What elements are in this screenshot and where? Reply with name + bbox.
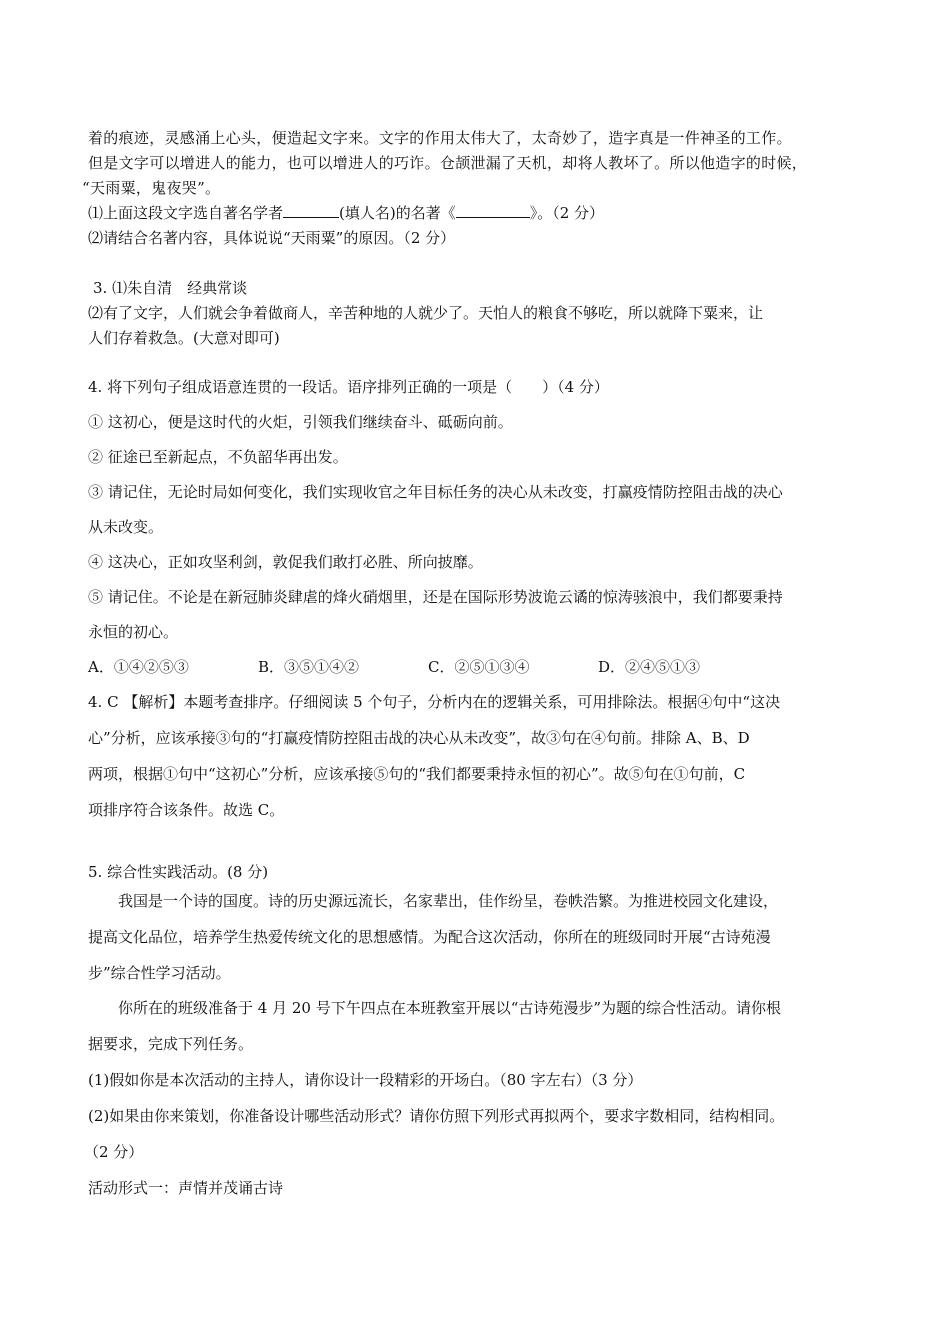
option-a[interactable]: A．①④②⑤③	[88, 658, 189, 676]
option-d[interactable]: D．②④⑤①③	[598, 658, 701, 676]
option-b[interactable]: B．③⑤①④②	[258, 658, 360, 676]
q3-answer-1: 3. ⑴朱自清 经典常谈	[93, 279, 248, 297]
q5-para1-c: 步”综合性学习活动。	[88, 964, 231, 982]
q3-answer-2: ⑵有了文字，人们就会争着做商人，辛苦种地的人就少了。天怕人的粮食不够吃，所以就降下粟来，让	[88, 304, 764, 322]
q4-answer-1: 4. C 【解析】本题考查排序。仔细阅读 5 个句子，分析内在的逻辑关系，可用排除法。根据④句中“这决	[88, 693, 781, 711]
q4-sentence-3a: ③ 请记住，无论时局如何变化，我们实现收官之年目标任务的决心从未改变，打赢疫情防控阻击战的决心	[88, 483, 783, 501]
passage-line-3: “天雨粟，鬼夜哭”。	[82, 179, 221, 197]
q4-sentence-4: ④ 这决心，正如攻坚利剑，敦促我们敢打必胜、所向披靡。	[88, 553, 483, 571]
passage-line-1: 着的痕迹，灵感涌上心头，便造起文字来。文字的作用太伟大了，太奇妙了，造字真是一件神圣的工作。	[88, 129, 792, 147]
q4-answer-4: 项排序符合该条件。故选 C。	[88, 801, 285, 819]
q4-sentence-1: ① 这初心，便是这时代的火炬，引领我们继续奋斗、砥砺向前。	[88, 413, 513, 431]
q5-para1-a: 我国是一个诗的国度。诗的历史源远流长，名家辈出，佳作纷呈，卷帙浩繁。为推进校园文化建设，	[118, 892, 779, 910]
q4-answer-3: 两项，根据①句中“这初心”分析，应该承接⑤句的“我们都要秉持永恒的初心”。故⑤句在①句前，C	[88, 765, 746, 783]
q5-para2-b: 据要求，完成下列任务。	[88, 1035, 254, 1053]
q4-stem: 4. 将下列句子组成语意连贯的一段话。语序排列正确的一项是（ ）（4 分）	[88, 378, 609, 396]
q4-sentence-5b: 永恒的初心。	[88, 623, 179, 641]
blank-author[interactable]	[283, 203, 339, 218]
passage-line-2: 但是文字可以增进人的能力，也可以增进人的巧诈。仓颉泄漏了天机，却将人教坏了。所以他造字的时候，	[88, 154, 808, 172]
q4-answer-2: 心”分析，应该承接③句的“打赢疫情防控阻击战的决心从未改变”，故③句在④句前。排除 A、B、D	[88, 729, 750, 747]
q5-stem: 5. 综合性实践活动。(8 分)	[88, 863, 269, 881]
q5-sub1: (1)假如你是本次活动的主持人，请你设计一段精彩的开场白。（80 字左右）（3 分）	[88, 1071, 643, 1089]
q5-para2-a: 你所在的班级准备于 4 月 20 号下午四点在本班教室开展以“古诗苑漫步”为题的综合性活动。请你根	[118, 999, 782, 1017]
blank-book-title[interactable]	[456, 203, 530, 218]
q4-sentence-3b: 从未改变。	[88, 518, 164, 536]
q5-sub2-a: (2)如果由你来策划，你准备设计哪些活动形式？请你仿照下列形式再拟两个，要求字数相同，结构相同。	[88, 1107, 785, 1125]
option-c[interactable]: C．②⑤①③④	[428, 658, 530, 676]
q5-para1-b: 提高文化品位，培养学生热爱传统文化的思想感情。为配合这次活动，你所在的班级同时开展“古诗苑漫	[88, 928, 771, 946]
q4-sentence-5a: ⑤ 请记住。不论是在新冠肺炎肆虐的烽火硝烟里，还是在国际形势波诡云谲的惊涛骇浪中，我们都要秉持	[88, 588, 783, 606]
q3-answer-3: 人们存着救急。(大意对即可)	[88, 329, 280, 347]
q3-sub2: ⑵请结合名著内容，具体说说“天雨粟”的原因。（2 分）	[88, 229, 456, 247]
q3-sub1: ⑴上面这段文字选自著名学者 (填人名)的名著《 》。（2 分）	[88, 204, 605, 222]
q4-sentence-2: ② 征途已至新起点，不负韶华再出发。	[88, 448, 348, 466]
q4-options	[88, 657, 768, 677]
q5-activity-form-1: 活动形式一：声情并茂诵古诗	[88, 1179, 284, 1197]
q5-sub2-b: （2 分）	[84, 1143, 144, 1161]
